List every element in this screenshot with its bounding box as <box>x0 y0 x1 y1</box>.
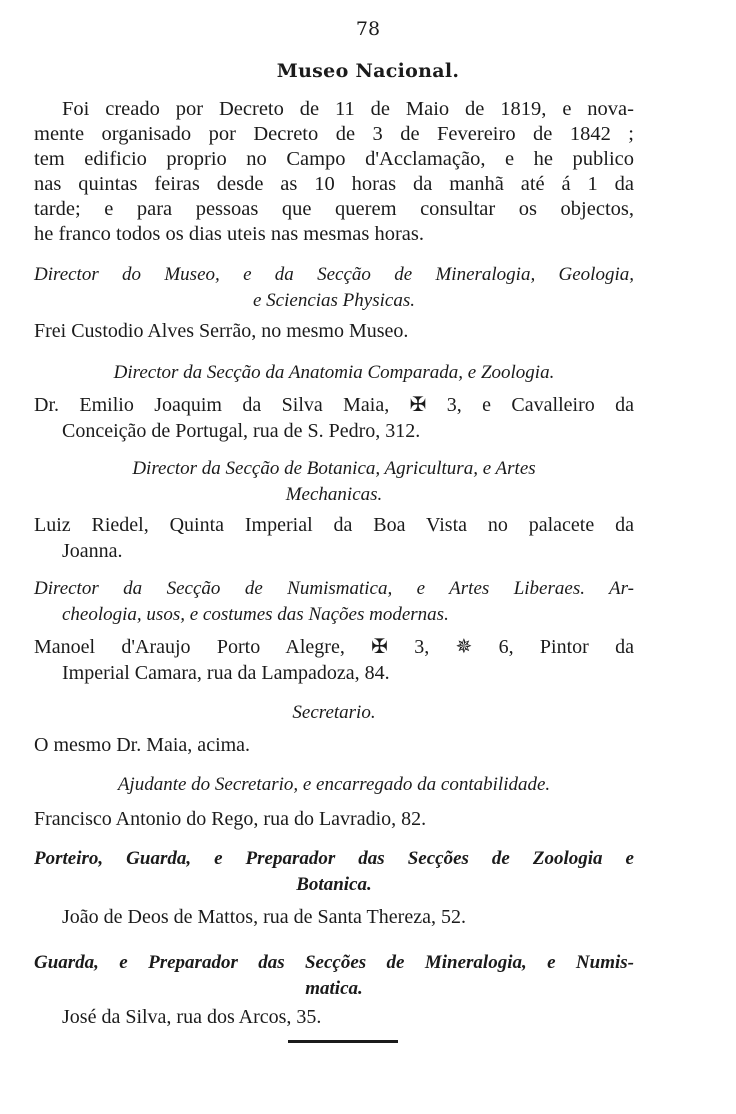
page-title: Museo Nacional. <box>276 60 460 82</box>
intro-line: tem edificio proprio no Campo d'Acclamação, e he publico <box>34 148 634 170</box>
name-porteiro: João de Deos de Mattos, rua de Santa Thereza, 52. <box>62 906 466 928</box>
name-director-numismatica: Manoel d'Araujo Porto Alegre, ✠ 3, ✵ 6, Pintor da Imperial Camara, rua da Lampadoza, 84. <box>34 636 634 684</box>
role-guarda: Guarda, e Preparador das Secções de Mineralogia, e Numis- matica. <box>34 952 634 999</box>
intro-paragraph <box>34 97 634 247</box>
intro-line: nas quintas feiras desde as 10 horas da manhã até á 1 da <box>34 173 634 195</box>
role-director-museo: Director do Museo, e da Secção de Mineralogia, Geologia, e Sciencias Physicas. <box>34 264 634 311</box>
role-director-botanica: Director da Secção de Botanica, Agricultura, e Artes Mechanicas. <box>132 458 536 505</box>
intro-line: Foi creado por Decreto de 11 de Maio de 1819, e nova- <box>62 98 634 120</box>
role-director-numismatica: Director da Secção de Numismatica, e Artes Liberaes. Ar- cheologia, usos, e costumes das Nações modernas. <box>34 578 634 625</box>
role-secretario: Secretario. <box>292 702 376 723</box>
intro-line: tarde; e para pessoas que querem consultar os objectos, <box>34 198 634 220</box>
name-secretario: O mesmo Dr. Maia, acima. <box>34 734 251 756</box>
page-number: 78 <box>355 18 381 40</box>
name-guarda: José da Silva, rua dos Arcos, 35. <box>62 1006 322 1028</box>
intro-line: he franco todos os dias uteis nas mesmas horas. <box>34 223 424 245</box>
name-director-botanica: Luiz Riedel, Quinta Imperial da Boa Vista no palacete da Joanna. <box>34 514 634 562</box>
name-director-anatomia: Dr. Emilio Joaquim da Silva Maia, ✠ 3, e Cavalleiro da Conceição de Portugal, rua de S. Pedro, 312. <box>34 394 634 442</box>
role-ajudante: Ajudante do Secretario, e encarregado da contabilidade. <box>117 774 551 795</box>
name-ajudante: Francisco Antonio do Rego, rua do Lavradio, 82. <box>34 808 427 830</box>
closing-rule <box>288 1040 398 1043</box>
intro-line: mente organisado por Decreto de 3 de Fevereiro de 1842 ; <box>34 123 634 145</box>
name-director-museo: Frei Custodio Alves Serrão, no mesmo Museo. <box>34 320 409 342</box>
role-director-anatomia: Director da Secção da Anatomia Comparada, e Zoologia. <box>113 362 555 383</box>
role-porteiro: Porteiro, Guarda, e Preparador das Secções de Zoologia e Botanica. <box>34 848 634 895</box>
